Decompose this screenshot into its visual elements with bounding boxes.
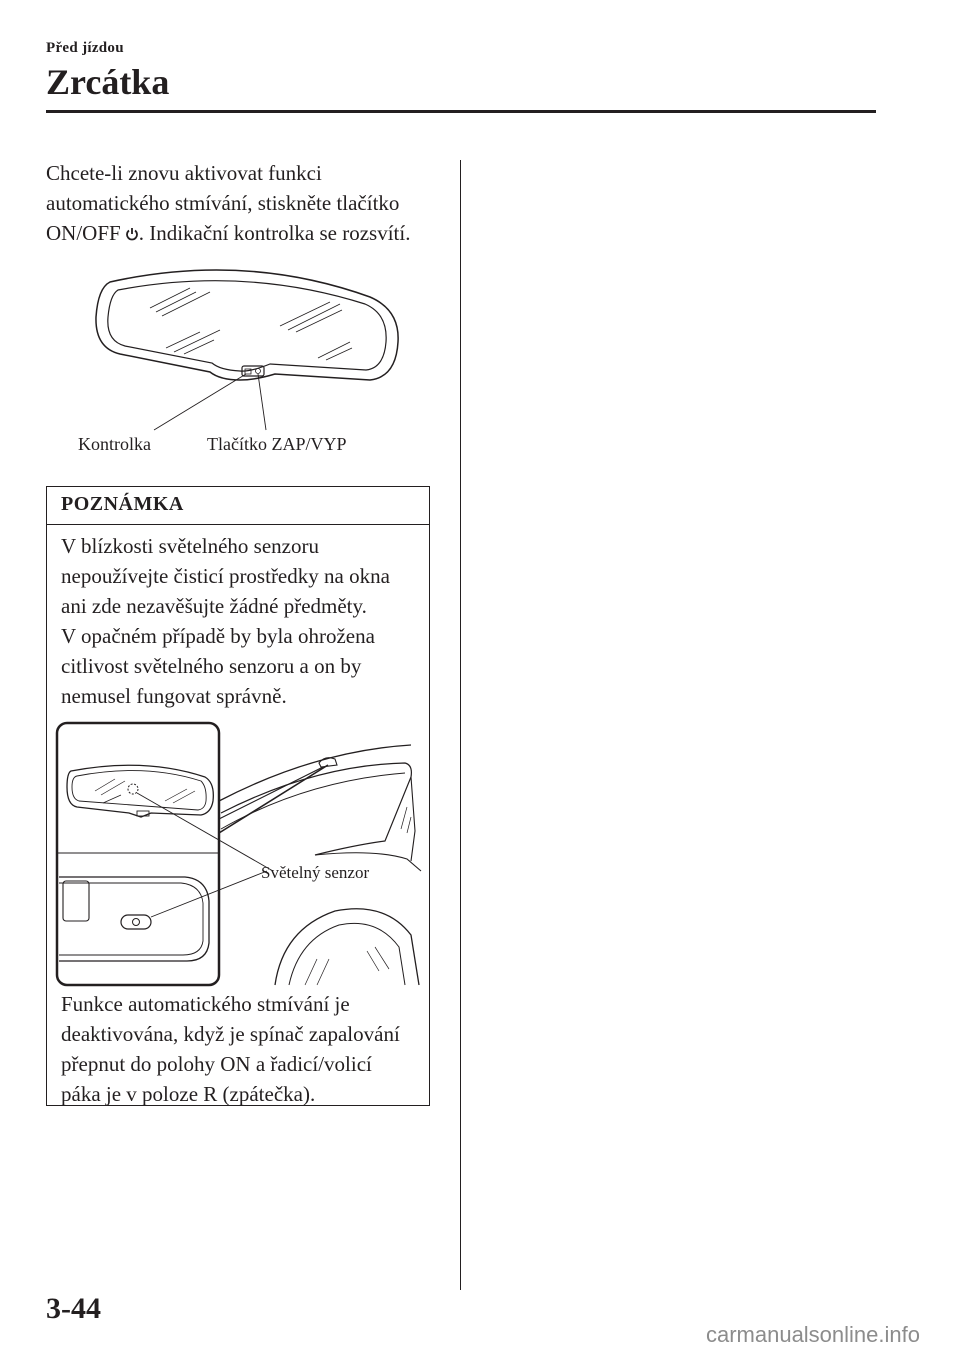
on-off-button-label: Tlačítko ZAP/VYP: [207, 434, 347, 454]
note-line: citlivost světelného senzoru a on by: [61, 654, 362, 678]
intro-line: Chcete-li znovu aktivovat funkci: [46, 161, 322, 185]
indicator-light-label: Kontrolka: [78, 434, 151, 454]
note-line: přepnut do polohy ON a řadicí/volicí: [61, 1052, 372, 1076]
mirror-illustration: [70, 262, 420, 472]
light-sensor-illustration: [55, 721, 423, 987]
intro-line: [46, 218, 446, 248]
note-box: [46, 486, 430, 1106]
note-line: páka je v poloze R (zpátečka).: [61, 1082, 316, 1106]
note-line: nepoužívejte čisticí prostředky na okna: [61, 564, 390, 588]
intro-text: . Indikační kontrolka se rozsvítí.: [138, 221, 411, 245]
note-paragraph-1: [61, 531, 421, 711]
intro-text: ON/OFF: [46, 221, 121, 245]
page-number: 3-44: [46, 1292, 101, 1325]
note-line: nemusel fungovat správně.: [61, 684, 287, 708]
column-divider: [460, 160, 461, 1290]
watermark: carmanualsonline.info: [705, 1322, 920, 1347]
section-label: Před jízdou: [46, 40, 124, 56]
intro-paragraph: [46, 158, 446, 248]
title-rule: [46, 110, 876, 113]
light-sensor-label: Světelný senzor: [261, 863, 370, 882]
note-line: V opačném případě by byla ohrožena: [61, 624, 375, 648]
note-line: ani zde nezavěšujte žádné předměty.: [61, 594, 367, 618]
note-line: deaktivována, když je spínač zapalování: [61, 1022, 400, 1046]
note-heading: POZNÁMKA: [47, 487, 429, 525]
intro-line: automatického stmívání, stiskněte tlačítko: [46, 191, 400, 215]
power-icon: [125, 227, 139, 241]
page-title: Zrcátka: [46, 62, 170, 102]
note-line: V blízkosti světelného senzoru: [61, 534, 319, 558]
note-paragraph-2: [61, 989, 421, 1109]
note-line: Funkce automatického stmívání je: [61, 992, 350, 1016]
